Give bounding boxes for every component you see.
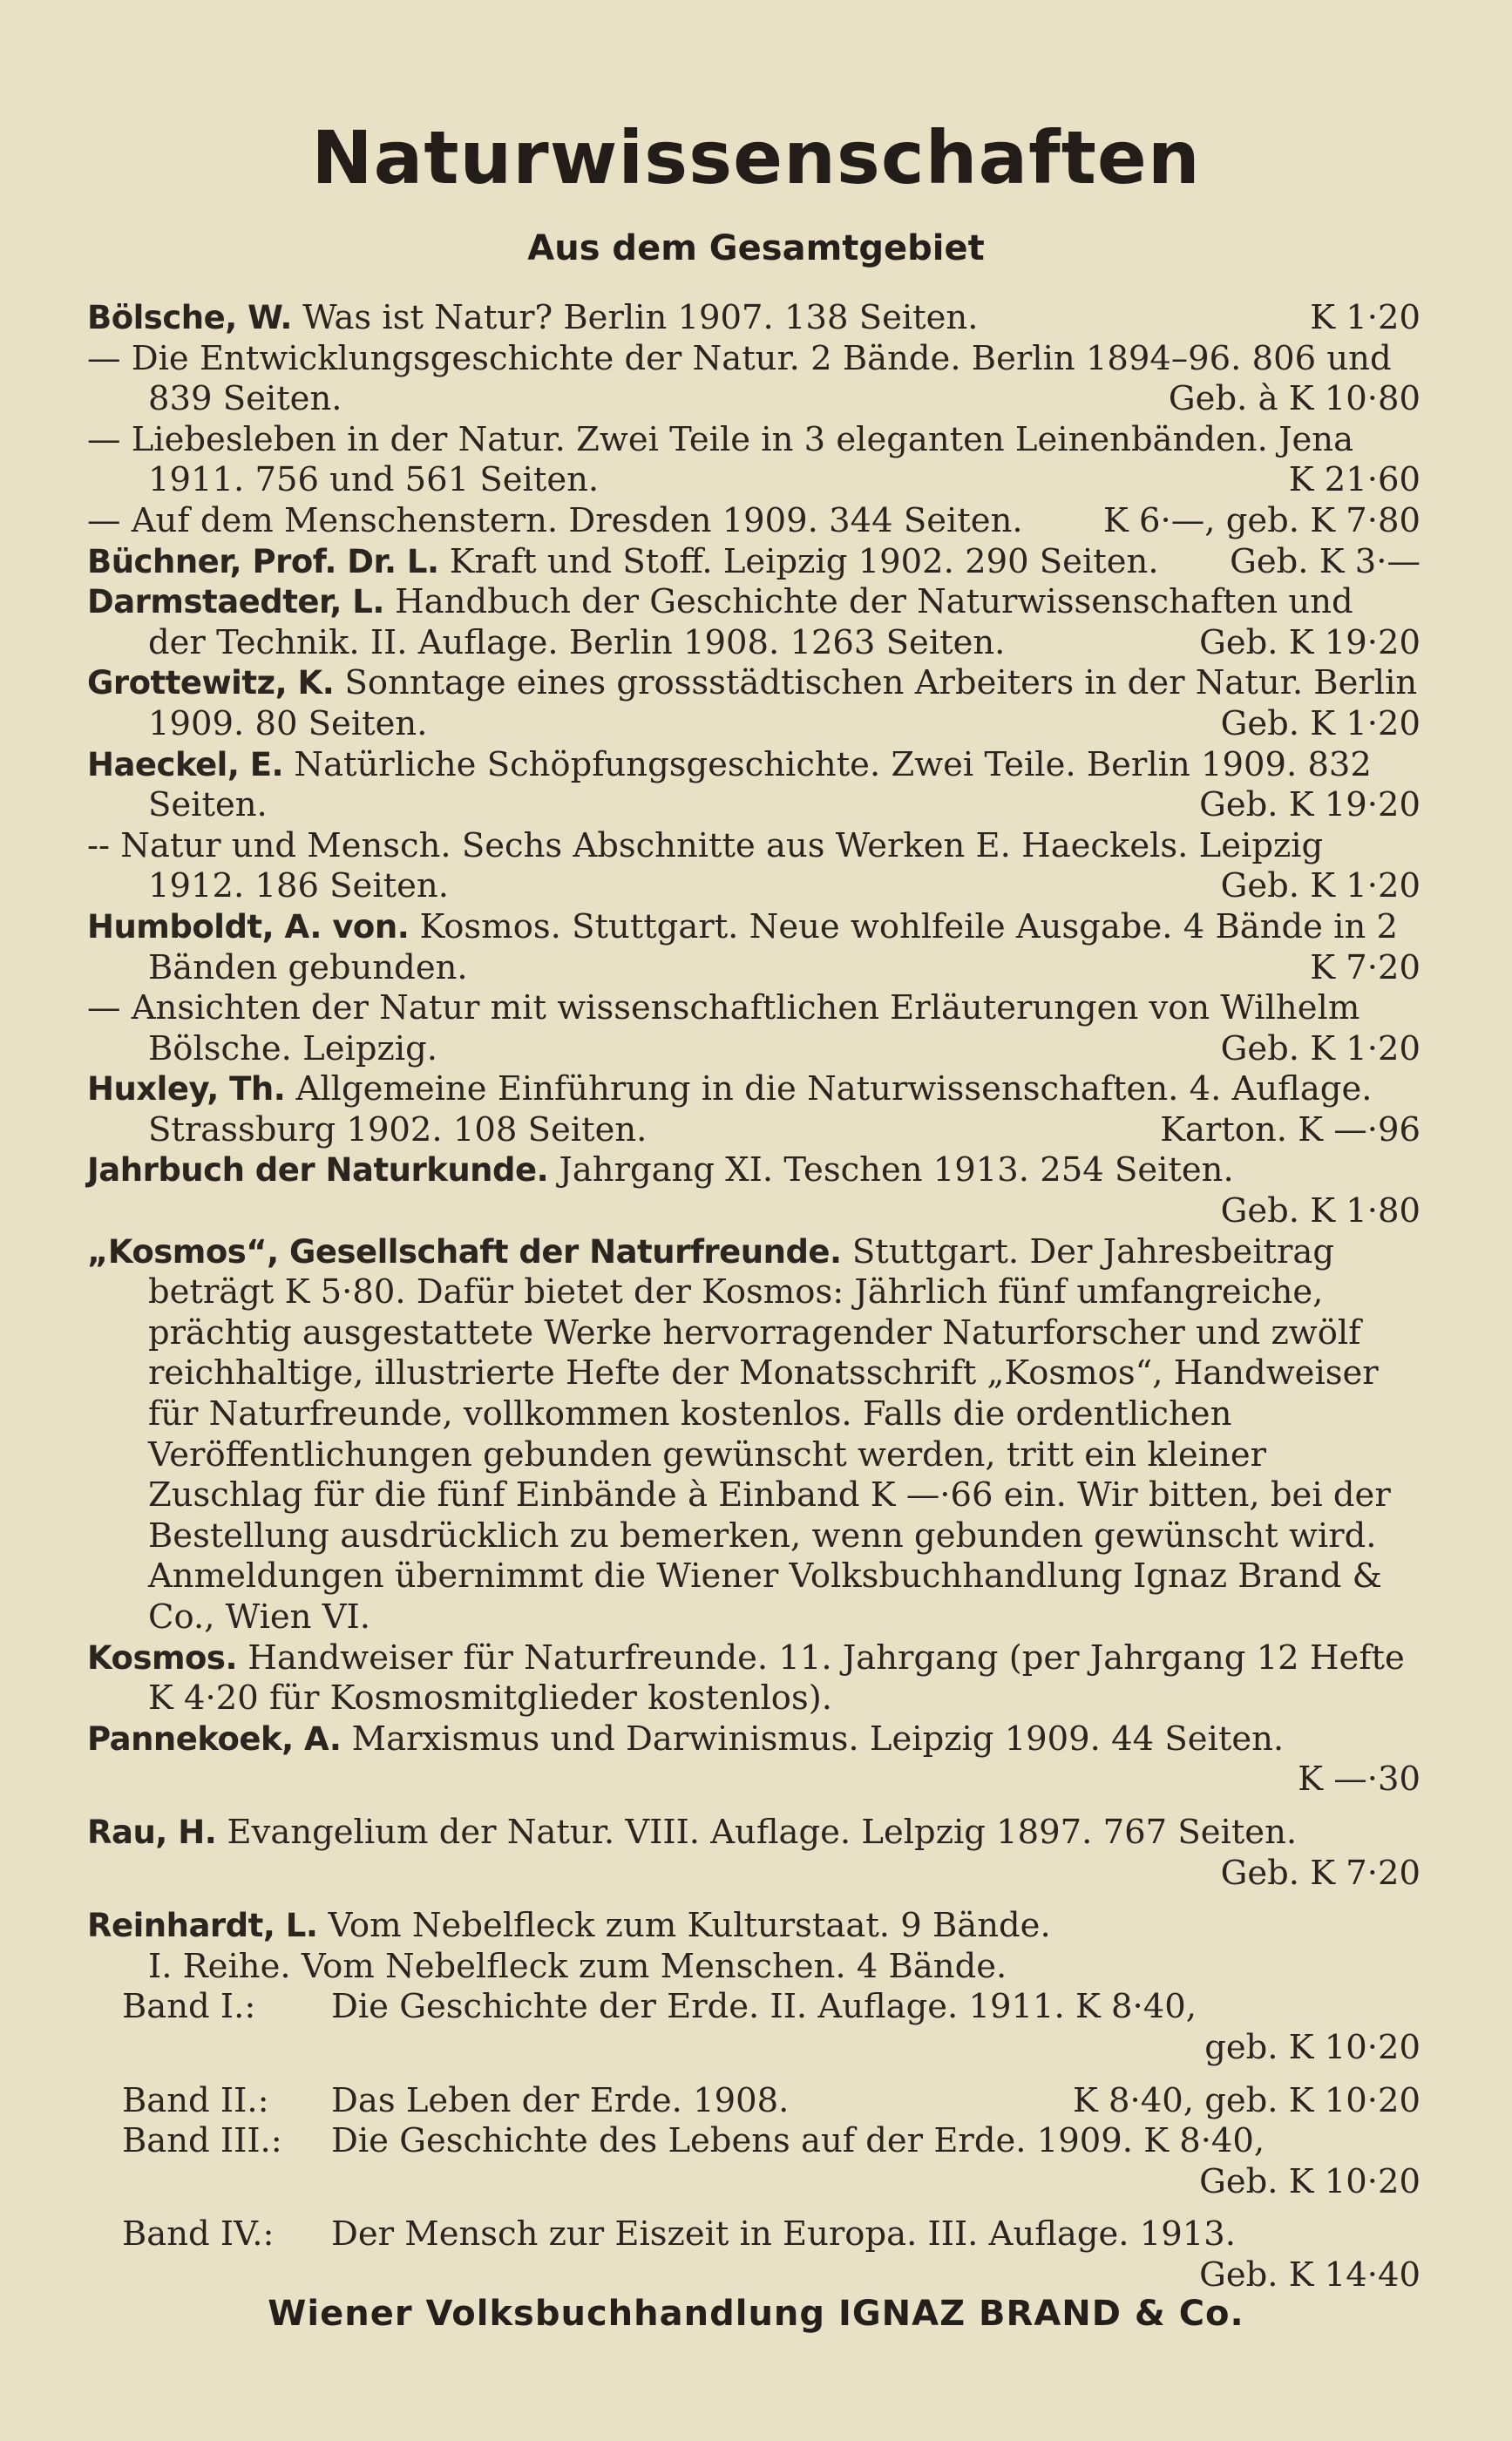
volume-text: Die Geschichte der Erde. II. Auflage. 1911. K 8·40, xyxy=(331,1987,1197,2027)
entry-price: K 7·20 xyxy=(1310,947,1420,987)
entry-text: Evangelium der Natur. VIII. Auflage. Lelpzig 1897. 767 Seiten. xyxy=(227,1812,1298,1852)
entry-price: K 6·—, geb. K 7·80 xyxy=(1103,500,1420,540)
entry-price: Geb. K 7·20 xyxy=(1220,1853,1420,1893)
entry-text: — Liebesleben in der Natur. Zwei Teile in 3 eleganten Leinenbänden. Jena 1911. 756 und 561 Seiten. xyxy=(87,419,1354,500)
volume-price: Geb. K 14·40 xyxy=(1199,2255,1420,2295)
entry-text: Kraft und Stoff. Leipzig 1902. 290 Seiten. xyxy=(449,541,1159,581)
entry-text: Allgemeine Einführung in die Naturwissenschaften. 4. Auflage. Strassburg 1902. 108 Seiten. xyxy=(148,1069,1373,1149)
series-line xyxy=(87,1947,1420,1988)
entry-price: Geb. K 3·— xyxy=(1230,541,1420,581)
entry-price: Geb. K 1·80 xyxy=(1220,1191,1420,1231)
volume-label: Band II.: xyxy=(122,2080,269,2120)
list-item xyxy=(87,339,1420,420)
volume-item xyxy=(87,2214,1420,2295)
volume-item xyxy=(87,1987,1420,2068)
book-list xyxy=(87,298,1420,2296)
entry-author: Humboldt, A. von. xyxy=(87,907,410,946)
entry-price: K 21·60 xyxy=(1288,460,1420,500)
entry-price: Geb. K 1·20 xyxy=(1220,866,1420,906)
entry-text: Jahrgang XI. Teschen 1913. 254 Seiten. xyxy=(559,1150,1234,1190)
entry-author: Haeckel, E. xyxy=(87,745,284,783)
spacer xyxy=(87,1894,1420,1906)
list-item xyxy=(87,1906,1420,1947)
entry-text: Was ist Natur? Berlin 1907. 138 Seiten. xyxy=(302,298,979,337)
entry-price: K —·30 xyxy=(1298,1760,1420,1800)
entry-text: Handweiser für Naturfreunde. 11. Jahrgang (per Jahrgang 12 Hefte K 4·20 für Kosmosmitglieder kostenlos). xyxy=(148,1638,1405,1719)
entry-author: Darmstaedter, L. xyxy=(87,583,384,621)
entry-price: Karton. K —·96 xyxy=(1160,1109,1420,1149)
list-item xyxy=(87,1232,1420,1638)
volume-text: Die Geschichte des Lebens auf der Erde. 1909. K 8·40, xyxy=(331,2121,1265,2161)
publisher-footer: Wiener Volksbuchhandlung IGNAZ BRAND & Co. xyxy=(268,2294,1244,2334)
entry-text: — Auf dem Menschenstern. Dresden 1909. 344 Seiten. xyxy=(87,500,1023,540)
entry-author: Bölsche, W. xyxy=(87,299,292,336)
entry-text: Natürliche Schöpfungsgeschichte. Zwei Teile. Berlin 1909. 832 Seiten. xyxy=(148,744,1372,825)
entry-author: Jahrbuch der Naturkunde. xyxy=(87,1151,549,1190)
page-title: Naturwissenschaften xyxy=(311,115,1201,200)
list-item xyxy=(87,1813,1420,1894)
list-item xyxy=(87,1638,1420,1719)
list-item xyxy=(87,1150,1420,1231)
entry-author: Pannekoek, A. xyxy=(87,1719,342,1758)
list-item xyxy=(87,745,1420,826)
list-item xyxy=(87,1719,1420,1800)
volume-text: Der Mensch zur Eiszeit in Europa. III. Auflage. 1913. xyxy=(331,2214,1236,2255)
entry-author: Rau, H. xyxy=(87,1813,217,1851)
volume-price: Geb. K 10·20 xyxy=(1199,2161,1420,2201)
spacer xyxy=(87,2202,1420,2214)
list-item xyxy=(87,907,1420,988)
volume-item xyxy=(87,2121,1420,2202)
entry-text: — Ansichten der Natur mit wissenschaftlichen Erläuterungen von Wilhelm Bölsche. Leipzig. xyxy=(87,988,1360,1068)
spacer xyxy=(87,1800,1420,1813)
volume-label: Band III.: xyxy=(122,2121,282,2161)
entry-price: K 1·20 xyxy=(1310,298,1420,337)
entry-text: -- Natur und Mensch. Sechs Abschnitte aus Werken E. Haeckels. Leipzig 1912. 186 Seiten. xyxy=(87,825,1324,906)
list-item xyxy=(87,663,1420,744)
entry-text: Handbuch der Geschichte der Naturwissenschaften und der Technik. II. Auflage. Berlin 1908. 1263 Seiten. xyxy=(148,582,1353,662)
list-item xyxy=(87,501,1420,542)
list-item xyxy=(87,988,1420,1069)
entry-price: Geb. K 1·20 xyxy=(1220,1028,1420,1068)
entry-price: Geb. K 19·20 xyxy=(1199,622,1420,662)
entry-author: „Kosmos“, Gesellschaft der Naturfreunde. xyxy=(87,1232,842,1271)
entry-price: Geb. K 1·20 xyxy=(1220,703,1420,743)
list-item xyxy=(87,1069,1420,1150)
entry-text: — Die Entwicklungsgeschichte der Natur. 2 Bände. Berlin 1894–96. 806 und 839 Seiten. xyxy=(87,338,1392,419)
entry-text: Vom Nebelfleck zum Kulturstaat. 9 Bände. xyxy=(328,1906,1051,1946)
entry-author: Grottewitz, K. xyxy=(87,664,335,702)
entry-text: Kosmos. Stuttgart. Neue wohlfeile Ausgabe. 4 Bände in 2 Bänden gebunden. xyxy=(148,906,1398,987)
entry-author: Büchner, Prof. Dr. L. xyxy=(87,542,439,580)
list-item xyxy=(87,826,1420,907)
section-subtitle: Aus dem Gesamtgebiet xyxy=(527,228,985,268)
spacer xyxy=(87,2069,1420,2081)
volume-label: Band I.: xyxy=(122,1987,256,2027)
volume-label: Band IV.: xyxy=(122,2214,275,2255)
volume-price: geb. K 10·20 xyxy=(1204,2027,1420,2067)
entry-price: Geb. K 19·20 xyxy=(1199,785,1420,825)
list-item xyxy=(87,298,1420,339)
list-item xyxy=(87,582,1420,663)
entry-text: Stuttgart. Der Jahresbeitrag beträgt K 5·80. Dafür bietet der Kosmos: Jährlich fünf umfangreiche, prächtig ausgestattete Werke hervorragender Naturforscher und zwölf reichhaltige, illustrierte Hefte der Monatsschrift „Kosmos“, Handweiser für Naturfreunde, vollkommen kostenlos. Falls die ordentlichen Veröffentlichungen gebunden gewünscht werden, tritt ein kleiner Zuschlag für die fünf Einbände à Einband K —·66 ein. Wir bitten, bei der Bestellung ausdrücklich zu bemerken, wenn gebunden gewünscht wird. Anmeldungen übernimmt die Wiener Volksbuchhandlung Ignaz Brand & Co., Wien VI. xyxy=(148,1231,1391,1637)
volume-text: Das Leben der Erde. 1908. xyxy=(331,2080,790,2120)
entry-text: Marxismus und Darwinismus. Leipzig 1909. 44 Seiten. xyxy=(351,1719,1285,1759)
volume-item xyxy=(87,2081,1420,2122)
entry-price: Geb. à K 10·80 xyxy=(1168,379,1420,419)
entry-author: Huxley, Th. xyxy=(87,1070,286,1109)
entry-author: Reinhardt, L. xyxy=(87,1907,318,1945)
entry-text: Sonntage eines grossstädtischen Arbeiters in der Natur. Berlin 1909. 80 Seiten. xyxy=(148,663,1418,743)
entry-author: Kosmos. xyxy=(87,1638,238,1677)
volume-price: K 8·40, geb. K 10·20 xyxy=(1073,2080,1420,2120)
list-item xyxy=(87,542,1420,583)
entry-text: I. Reihe. Vom Nebelfleck zum Menschen. 4 Bände. xyxy=(148,1946,1007,1986)
list-item xyxy=(87,420,1420,501)
